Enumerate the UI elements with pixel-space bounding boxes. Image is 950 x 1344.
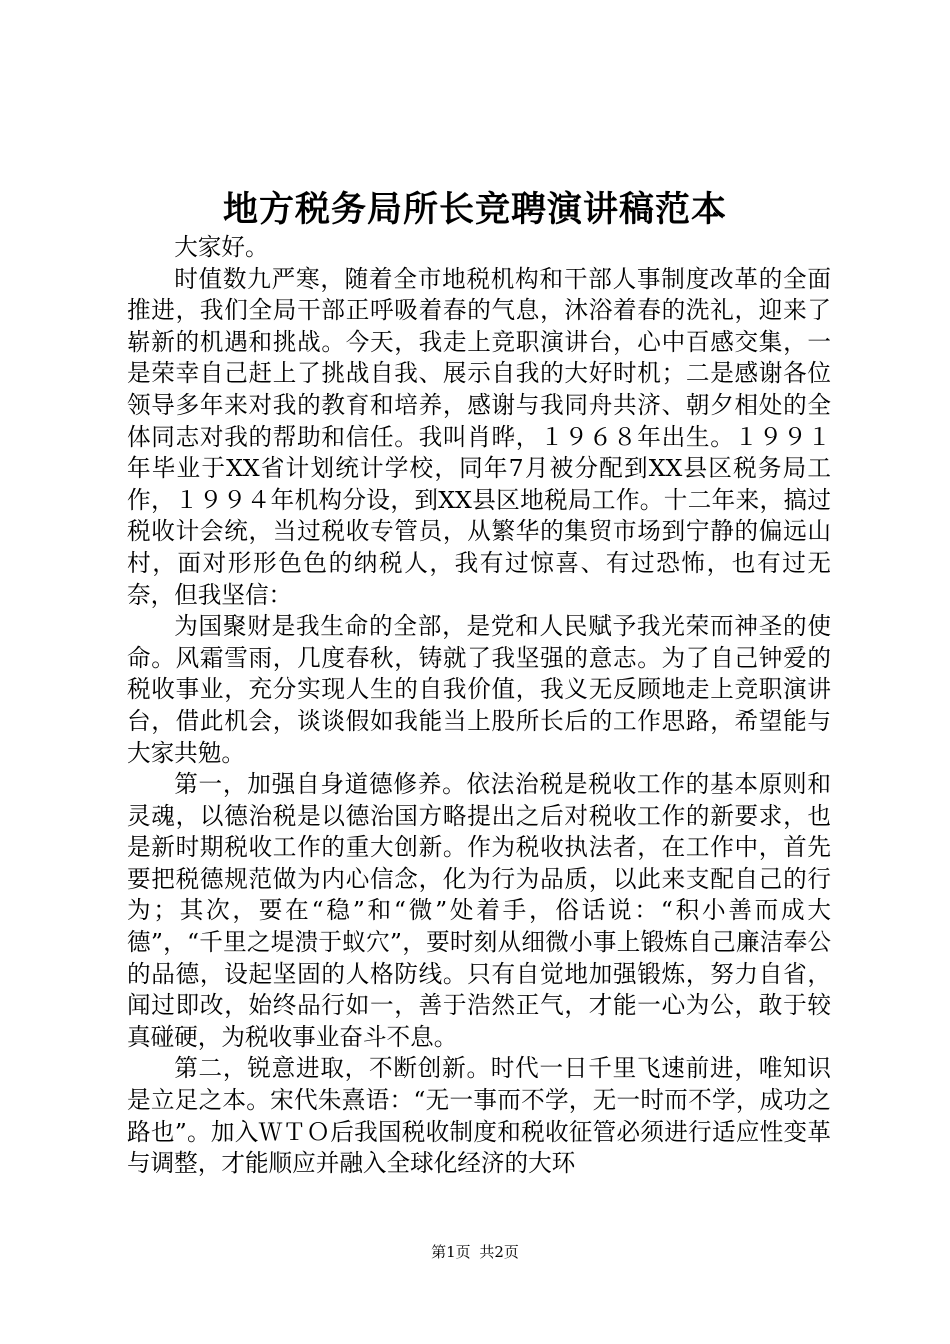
page-footer xyxy=(0,1242,950,1262)
paragraph-introduction: 时值数九严寒，随着全市地税机构和干部人事制度改革的全面推进，我们全局干部正呼吸着春的气息，沐浴着春的洗礼，迎来了崭新的机遇和挑战。今天，我走上竞职演讲台，心中百感交集，一是荣幸自己赶上了挑战自我、展示自我的大好时机；二是感谢各位领导多年来对我的教育和培养，感谢与我同舟共济、朝夕相处的全体同志对我的帮助和信任。我叫肖晔，１９６８年出生。１９９１年毕业于XX省计划统计学校，同年7月被分配到XX县区税务局工作，１９９４年机构分设，到XX县区地税局工作。十二年来，搞过税收计会统，当过税收专管员，从繁华的集贸市场到宁静的偏远山村，面对形形色色的纳税人，我有过惊喜、有过恐怖，也有过无奈，但我坚信： xyxy=(127,264,831,609)
paragraph-mission: 为国聚财是我生命的全部，是党和人民赋予我光荣而神圣的使命。风霜雪雨，几度春秋，铸就了我坚强的意志。为了自己钟爱的税收事业，充分实现人生的自我价值，我义无反顾地走上竞职演讲台，借此机会，谈谈假如我能当上股所长后的工作思路，希望能与大家共勉。 xyxy=(127,612,831,767)
document-body xyxy=(127,232,831,1180)
document-title: 地方税务局所长竞聘演讲稿范本 xyxy=(222,189,727,230)
paragraph-point-two: 第二，锐意进取，不断创新。时代一日千里飞速前进，唯知识是立足之本。宋代朱熹语：“无一事而不学，无一时而不学，成功之路也”。加入ＷＴＯ后我国税收制度和税收征管必须进行适应性变革与调整，才能顺应并融入全球化经济的大环 xyxy=(127,1054,831,1178)
page-number-current: 第1页 xyxy=(431,1243,471,1261)
paragraph-point-one: 第一，加强自身道德修养。依法治税是税收工作的基本原则和灵魂，以德治税是以德治国方略提出之后对税收工作的新要求，也是新时期税收工作的重大创新。作为税收执法者，在工作中，首先要把税德规范做为内心信念，化为行为品质，以此来支配自己的行为；其次，要在“稳”和“微”处着手，俗话说：“积小善而成大德”，“千里之堤溃于蚁穴”，要时刻从细微小事上锻炼自己廉洁奉公的品德，设起坚固的人格防线。只有自觉地加强锻炼，努力自省，闻过即改，始终品行如一，善于浩然正气，才能一心为公，敢于较真碰硬，为税收事业奋斗不息。 xyxy=(127,770,831,1051)
page-number-total: 共2页 xyxy=(479,1243,519,1261)
paragraph-greeting: 大家好。 xyxy=(174,233,269,261)
